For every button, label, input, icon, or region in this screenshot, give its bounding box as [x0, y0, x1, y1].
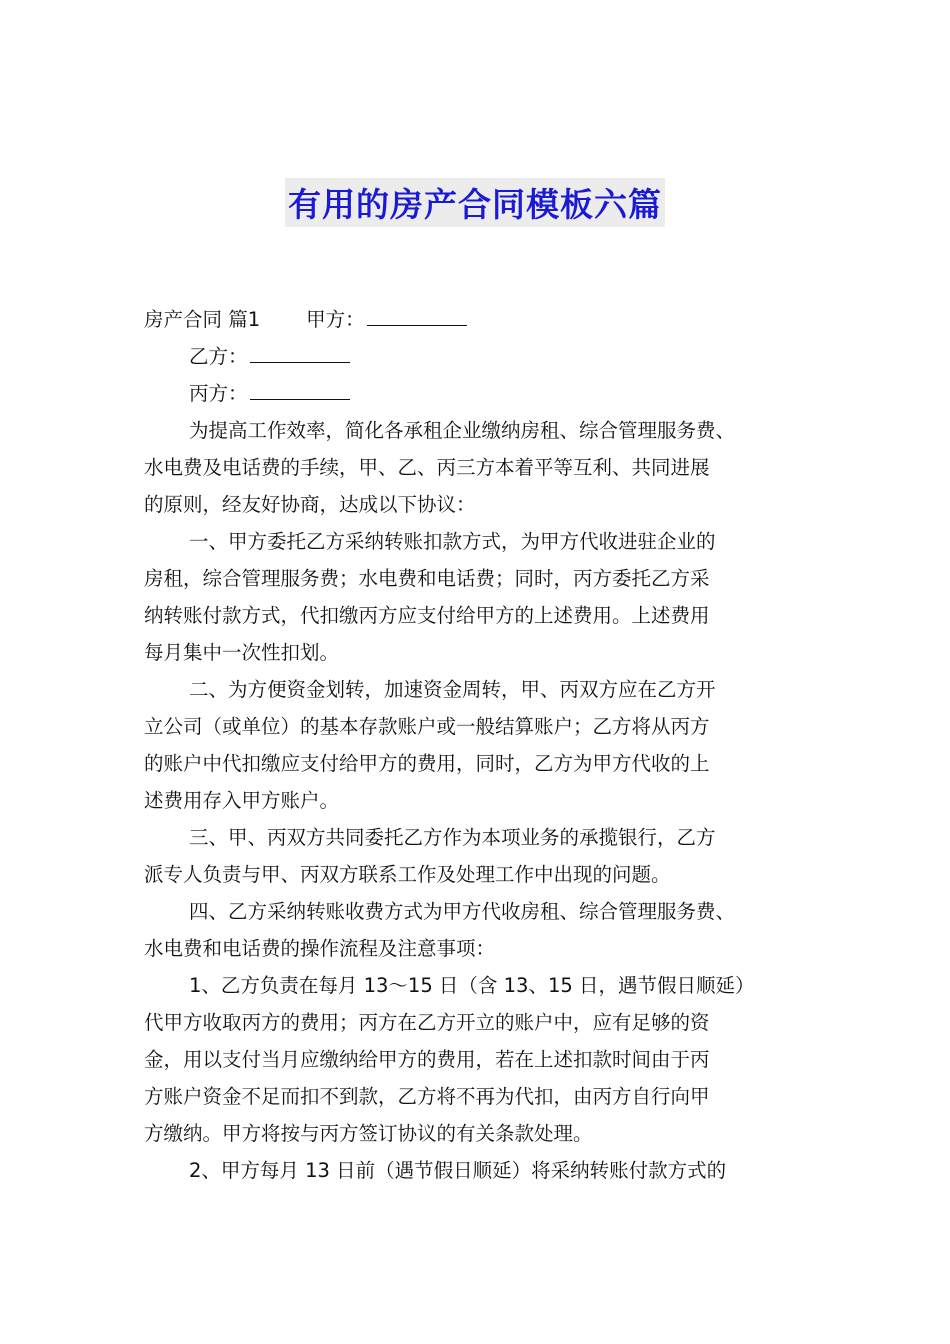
party-c-line — [144, 375, 814, 412]
paragraph-line: 述费用存入甲方账户。 — [144, 789, 340, 812]
paragraph-line: 立公司（或单位）的基本存款账户或一般结算账户；乙方将从丙方 — [144, 715, 710, 738]
party-c-blank-field[interactable] — [250, 379, 350, 400]
party-b-blank-field[interactable] — [250, 342, 350, 363]
paragraph — [144, 819, 814, 893]
paragraph-line: 水电费及电话费的手续，甲、乙、丙三方本着平等互利、共同进展 — [144, 456, 710, 479]
paragraph-line: 纳转账付款方式，代扣缴丙方应支付给甲方的上述费用。上述费用 — [144, 604, 710, 627]
paragraph — [144, 671, 814, 819]
paragraph — [144, 1152, 814, 1189]
document-title-wrap — [0, 178, 950, 227]
header-line — [144, 301, 814, 338]
paragraph — [144, 893, 814, 967]
party-a-blank-field[interactable] — [367, 305, 467, 326]
paragraph-line: 一、甲方委托乙方采纳转账扣款方式，为甲方代收进驻企业的 — [189, 530, 716, 553]
paragraph-line: 派专人负责与甲、丙双方联系工作及处理工作中出现的问题。 — [144, 863, 671, 886]
paragraph-line: 每月集中一次性扣划。 — [144, 641, 340, 664]
paragraph-line: 代甲方收取丙方的费用；丙方在乙方开立的账户中，应有足够的资 — [144, 1011, 710, 1034]
paragraph-line: 二、为方便资金划转，加速资金周转，甲、丙双方应在乙方开 — [189, 678, 716, 701]
paragraph-line: 方账户资金不足而扣不到款，乙方将不再为代扣，由丙方自行向甲 — [144, 1085, 710, 1108]
paragraph-line: 房租，综合管理服务费；水电费和电话费；同时，丙方委托乙方采 — [144, 567, 710, 590]
paragraph-line: 2、甲方每月 13 日前（遇节假日顺延）将采纳转账付款方式的 — [189, 1159, 727, 1182]
paragraphs — [144, 412, 814, 1189]
party-b-label: 乙方： — [189, 345, 248, 368]
paragraph-line: 方缴纳。甲方将按与丙方签订协议的有关条款处理。 — [144, 1122, 593, 1145]
party-c-label: 丙方： — [189, 382, 248, 405]
paragraph-line: 三、甲、丙双方共同委托乙方作为本项业务的承揽银行，乙方 — [189, 826, 716, 849]
document-title: 有用的房产合同模板六篇 — [285, 178, 665, 227]
paragraph — [144, 523, 814, 671]
paragraph-line: 水电费和电话费的操作流程及注意事项： — [144, 937, 496, 960]
document-body — [144, 301, 814, 1189]
paragraph — [144, 967, 814, 1152]
paragraph-line: 为提高工作效率，简化各承租企业缴纳房租、综合管理服务费、 — [189, 419, 736, 442]
party-a-label: 甲方： — [306, 308, 365, 331]
party-b-line — [144, 338, 814, 375]
paragraph-line: 的账户中代扣缴应支付给甲方的费用，同时，乙方为甲方代收的上 — [144, 752, 710, 775]
section-label: 房产合同 篇1 — [144, 308, 261, 331]
paragraph — [144, 412, 814, 523]
paragraph-line: 金，用以支付当月应缴纳给甲方的费用，若在上述扣款时间由于丙 — [144, 1048, 710, 1071]
paragraph-line: 1、乙方负责在每月 13～15 日（含 13、15 日，遇节假日顺延） — [189, 974, 755, 997]
paragraph-line: 的原则，经友好协商，达成以下协议： — [144, 493, 476, 516]
paragraph-line: 四、乙方采纳转账收费方式为甲方代收房租、综合管理服务费、 — [189, 900, 736, 923]
